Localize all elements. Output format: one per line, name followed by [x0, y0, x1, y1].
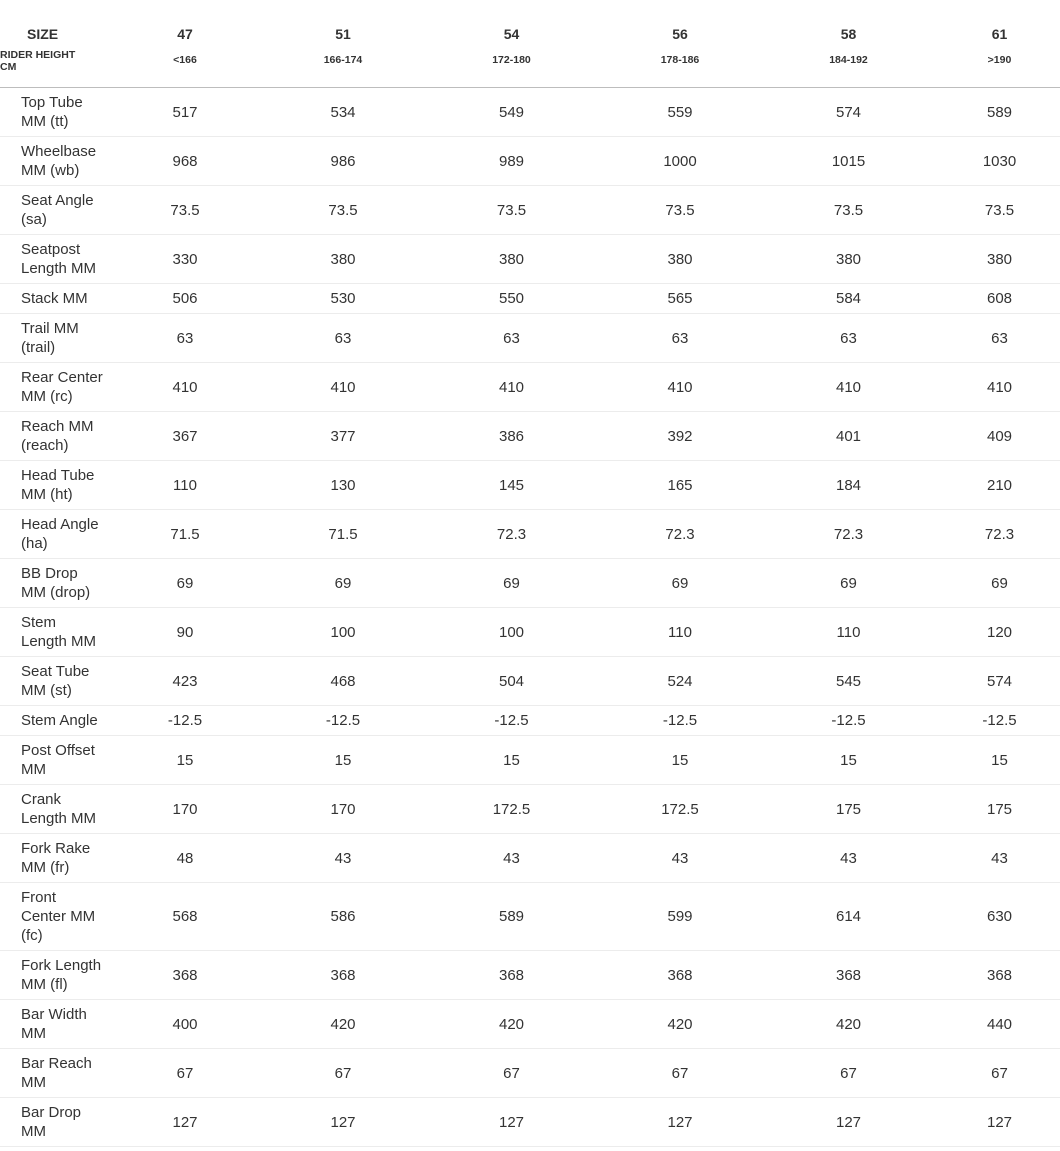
table-cell: 608 — [939, 284, 1060, 314]
table-row — [0, 88, 1060, 137]
table-cell: 400 — [105, 1000, 265, 1049]
table-cell: 110 — [758, 608, 939, 657]
table-cell: 69 — [758, 559, 939, 608]
table-cell: 63 — [758, 314, 939, 363]
table-row — [0, 657, 1060, 706]
table-row — [0, 235, 1060, 284]
table-cell: 63 — [602, 314, 758, 363]
table-row — [0, 785, 1060, 834]
table-cell: -12.5 — [421, 706, 602, 736]
table-cell: 73.5 — [758, 186, 939, 235]
table-cell: 43 — [265, 834, 421, 883]
table-cell: 968 — [105, 137, 265, 186]
table-cell: 48 — [105, 834, 265, 883]
table-cell: 72.3 — [602, 510, 758, 559]
table-cell: 67 — [602, 1049, 758, 1098]
row-label: Post Offset MM — [0, 736, 105, 785]
table-cell: 69 — [602, 559, 758, 608]
rider-height-range: <166 — [173, 54, 197, 66]
table-row — [0, 736, 1060, 785]
table-cell: 72.3 — [758, 510, 939, 559]
table-cell: 63 — [105, 314, 265, 363]
rider-height-range: 172-180 — [492, 54, 531, 66]
table-cell: 15 — [758, 736, 939, 785]
row-label: Stem Angle — [0, 706, 105, 736]
table-cell: 127 — [758, 1098, 939, 1147]
table-cell: 63 — [939, 314, 1060, 363]
table-row — [0, 608, 1060, 657]
table-cell: -12.5 — [602, 706, 758, 736]
table-row — [0, 461, 1060, 510]
table-cell: 410 — [265, 363, 421, 412]
rider-height-heading: RIDER HEIGHT CM — [0, 49, 76, 73]
row-label: Rear Center MM (rc) — [0, 363, 105, 412]
table-cell: 170 — [265, 785, 421, 834]
table-cell: 184 — [758, 461, 939, 510]
row-label: Head Tube MM (ht) — [0, 461, 105, 510]
table-row — [0, 706, 1060, 736]
table-cell: 420 — [602, 1000, 758, 1049]
row-label: Stem Length MM — [0, 608, 105, 657]
row-label: Bar Drop MM — [0, 1098, 105, 1147]
table-cell: 392 — [602, 412, 758, 461]
table-cell: 367 — [105, 412, 265, 461]
table-cell: 127 — [105, 1098, 265, 1147]
row-label: Front Center MM (fc) — [0, 883, 105, 951]
size-column-header — [758, 0, 939, 88]
size-column-header — [421, 0, 602, 88]
rider-height-range: 184-192 — [829, 54, 868, 66]
table-row — [0, 510, 1060, 559]
table-cell: 100 — [421, 608, 602, 657]
table-cell: 410 — [758, 363, 939, 412]
table-cell: 15 — [265, 736, 421, 785]
row-label: Seatpost Length MM — [0, 235, 105, 284]
table-cell: 15 — [939, 736, 1060, 785]
table-cell: 130 — [265, 461, 421, 510]
table-cell: 90 — [105, 608, 265, 657]
table-cell: 67 — [939, 1049, 1060, 1098]
table-cell: 127 — [265, 1098, 421, 1147]
table-cell: 565 — [602, 284, 758, 314]
table-row — [0, 284, 1060, 314]
table-cell: 410 — [602, 363, 758, 412]
row-label: Seat Tube MM (st) — [0, 657, 105, 706]
table-cell: 110 — [105, 461, 265, 510]
row-label: Stack MM — [0, 284, 105, 314]
size-value: 51 — [335, 26, 351, 42]
table-cell: 72.3 — [939, 510, 1060, 559]
table-cell: 69 — [105, 559, 265, 608]
table-cell: 409 — [939, 412, 1060, 461]
table-cell: 67 — [758, 1049, 939, 1098]
table-cell: 110 — [602, 608, 758, 657]
table-row — [0, 1000, 1060, 1049]
table-cell: 568 — [105, 883, 265, 951]
table-cell: 368 — [602, 951, 758, 1000]
table-cell: 43 — [602, 834, 758, 883]
table-cell: 599 — [602, 883, 758, 951]
table-row — [0, 186, 1060, 235]
row-label: BB Drop MM (drop) — [0, 559, 105, 608]
row-label: Seat Angle (sa) — [0, 186, 105, 235]
table-cell: 43 — [939, 834, 1060, 883]
table-cell: 1030 — [939, 137, 1060, 186]
size-column-header — [939, 0, 1060, 88]
table-cell: 584 — [758, 284, 939, 314]
rider-height-range: >190 — [987, 54, 1012, 66]
table-cell: 330 — [105, 235, 265, 284]
table-cell: 165 — [602, 461, 758, 510]
table-cell: 506 — [105, 284, 265, 314]
table-cell: 559 — [602, 88, 758, 137]
size-heading: SIZE — [27, 26, 59, 42]
table-cell: 574 — [758, 88, 939, 137]
table-cell: 423 — [105, 657, 265, 706]
table-cell: 69 — [939, 559, 1060, 608]
table-cell: 420 — [421, 1000, 602, 1049]
table-cell: 73.5 — [602, 186, 758, 235]
table-cell: 589 — [421, 883, 602, 951]
table-cell: 989 — [421, 137, 602, 186]
table-cell: 524 — [602, 657, 758, 706]
table-cell: 100 — [265, 608, 421, 657]
table-cell: 72.3 — [421, 510, 602, 559]
table-cell: 170 — [105, 785, 265, 834]
table-row — [0, 137, 1060, 186]
table-cell: 71.5 — [105, 510, 265, 559]
row-label: Bar Reach MM — [0, 1049, 105, 1098]
table-cell: 368 — [265, 951, 421, 1000]
table-cell: 69 — [421, 559, 602, 608]
table-cell: 550 — [421, 284, 602, 314]
table-cell: 368 — [758, 951, 939, 1000]
table-cell: 63 — [421, 314, 602, 363]
row-label: Crank Length MM — [0, 785, 105, 834]
size-value: 58 — [840, 26, 857, 42]
table-cell: 63 — [265, 314, 421, 363]
size-value: 47 — [177, 26, 193, 42]
table-cell: 127 — [602, 1098, 758, 1147]
table-cell: 43 — [421, 834, 602, 883]
table-cell: 73.5 — [939, 186, 1060, 235]
table-cell: 127 — [421, 1098, 602, 1147]
size-value: 56 — [672, 26, 688, 42]
rider-height-range: 166-174 — [323, 54, 363, 66]
table-cell: 67 — [265, 1049, 421, 1098]
table-cell: 380 — [265, 235, 421, 284]
table-cell: 549 — [421, 88, 602, 137]
table-row — [0, 363, 1060, 412]
row-label: Reach MM (reach) — [0, 412, 105, 461]
header-label-cell — [0, 0, 105, 88]
table-cell: 1000 — [602, 137, 758, 186]
table-cell: 545 — [758, 657, 939, 706]
table-cell: 15 — [421, 736, 602, 785]
table-cell: 401 — [758, 412, 939, 461]
table-cell: -12.5 — [939, 706, 1060, 736]
size-column-header — [105, 0, 265, 88]
table-cell: 386 — [421, 412, 602, 461]
table-cell: 368 — [939, 951, 1060, 1000]
size-column-header — [602, 0, 758, 88]
table-cell: 574 — [939, 657, 1060, 706]
table-cell: 468 — [265, 657, 421, 706]
table-cell: 71.5 — [265, 510, 421, 559]
table-cell: 410 — [421, 363, 602, 412]
row-label: Top Tube MM (tt) — [0, 88, 105, 137]
table-cell: 380 — [939, 235, 1060, 284]
table-cell: 410 — [105, 363, 265, 412]
table-cell: 517 — [105, 88, 265, 137]
table-cell: 368 — [421, 951, 602, 1000]
row-label: Trail MM (trail) — [0, 314, 105, 363]
table-cell: 986 — [265, 137, 421, 186]
table-cell: 534 — [265, 88, 421, 137]
table-cell: -12.5 — [265, 706, 421, 736]
row-label: Wheelbase MM (wb) — [0, 137, 105, 186]
table-cell: 586 — [265, 883, 421, 951]
table-cell: 120 — [939, 608, 1060, 657]
table-cell: 530 — [265, 284, 421, 314]
table-cell: 410 — [939, 363, 1060, 412]
table-cell: 210 — [939, 461, 1060, 510]
table-cell: 630 — [939, 883, 1060, 951]
table-row — [0, 883, 1060, 951]
table-cell: 589 — [939, 88, 1060, 137]
table-cell: 15 — [105, 736, 265, 785]
table-cell: 1015 — [758, 137, 939, 186]
table-cell: 440 — [939, 1000, 1060, 1049]
size-value: 54 — [503, 26, 520, 42]
table-cell: 380 — [421, 235, 602, 284]
table-cell: 67 — [105, 1049, 265, 1098]
table-cell: 380 — [602, 235, 758, 284]
table-cell: 73.5 — [421, 186, 602, 235]
table-row — [0, 412, 1060, 461]
table-row — [0, 559, 1060, 608]
table-cell: 175 — [939, 785, 1060, 834]
table-cell: 172.5 — [421, 785, 602, 834]
table-cell: 420 — [758, 1000, 939, 1049]
row-label: Bar Width MM — [0, 1000, 105, 1049]
table-cell: 73.5 — [105, 186, 265, 235]
table-row — [0, 314, 1060, 363]
row-label: Head Angle (ha) — [0, 510, 105, 559]
size-column-header — [265, 0, 421, 88]
table-cell: 175 — [758, 785, 939, 834]
table-row — [0, 1049, 1060, 1098]
table-cell: 69 — [265, 559, 421, 608]
table-cell: 73.5 — [265, 186, 421, 235]
table-row — [0, 834, 1060, 883]
row-label: Fork Length MM (fl) — [0, 951, 105, 1000]
table-cell: 15 — [602, 736, 758, 785]
table-cell: 172.5 — [602, 785, 758, 834]
table-cell: 127 — [939, 1098, 1060, 1147]
table-cell: 420 — [265, 1000, 421, 1049]
header-row — [0, 0, 1060, 88]
table-cell: -12.5 — [758, 706, 939, 736]
table-cell: 614 — [758, 883, 939, 951]
size-value: 61 — [991, 26, 1008, 42]
table-cell: 145 — [421, 461, 602, 510]
table-cell: 504 — [421, 657, 602, 706]
rider-height-range: 178-186 — [660, 54, 700, 66]
table-row — [0, 951, 1060, 1000]
table-cell: 377 — [265, 412, 421, 461]
table-cell: 43 — [758, 834, 939, 883]
table-cell: 67 — [421, 1049, 602, 1098]
table-cell: 380 — [758, 235, 939, 284]
row-label: Fork Rake MM (fr) — [0, 834, 105, 883]
table-row — [0, 1098, 1060, 1147]
table-cell: -12.5 — [105, 706, 265, 736]
table-cell: 368 — [105, 951, 265, 1000]
